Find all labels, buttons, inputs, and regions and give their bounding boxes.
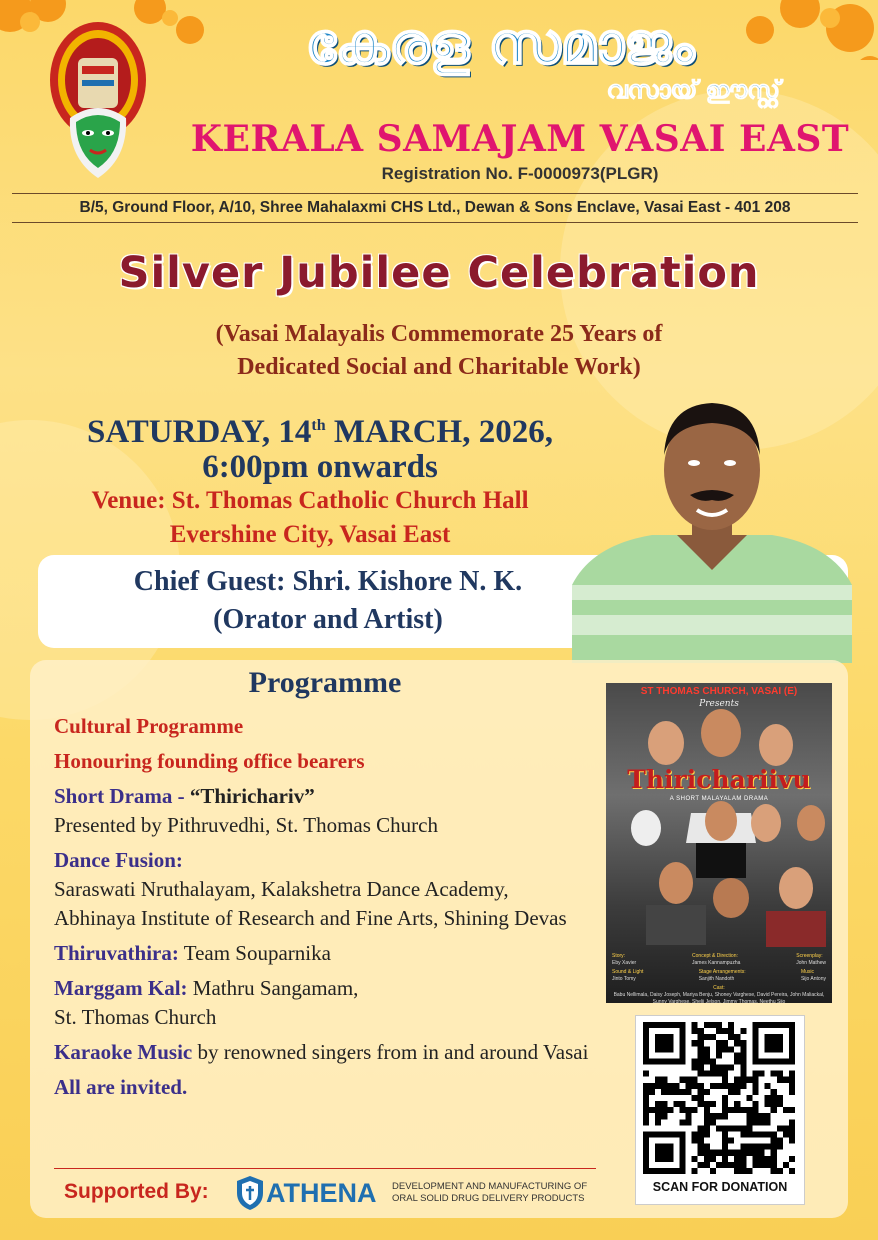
malayalam-title: കേരള സമാജം [305,12,695,77]
credit-label: Screenplay: [796,953,823,959]
divider [54,1168,596,1169]
event-subtitle-line: Dedicated Social and Charitable Work) [237,354,641,380]
event-date [40,408,600,485]
date-rest: MARCH, 2026, [325,414,553,450]
supported-by-label: Supported By: [64,1180,209,1203]
thiruvathira-label: Thiruvathira: [54,941,179,965]
chief-guest [38,563,618,639]
donation-label: SCAN FOR DONATION [652,1180,788,1194]
credit-label: Story: [612,953,626,959]
drama-description: Presented by Pithruvedhi, St. Thomas Church [54,813,438,837]
credit-value: Eby Xavier [612,960,637,966]
chief-guest-name: Chief Guest: Shri. Kishore N. K. [133,566,523,597]
credit-value: James Kannampuzha [692,960,741,966]
programme-item [54,939,594,968]
sponsor-name: ATHENA [266,1178,377,1208]
programme-item [54,1038,594,1067]
chief-guest-role: (Orator and Artist) [213,604,443,635]
credit-value: Sijo Antony [800,976,826,982]
invitation-text: All are invited. [54,1075,188,1099]
thiruvathira-description: Team Souparnika [178,941,331,965]
sponsor-tagline: DEVELOPMENT AND MANUFACTURING OF ORAL SOLID DRUG DELIVERY PRODUCTS [392,1181,588,1204]
malayalam-title-block [160,14,840,114]
date-prefix: SATURDAY, 14 [87,414,312,450]
programme-list [54,712,594,1108]
registration-number: Registration No. F-0000973(PLGR) [381,164,659,183]
poster-subtitle: A SHORT MALAYALAM DRAMA [669,796,769,802]
credit-label: Music [800,969,815,975]
event-subtitle-line: (Vasai Malayalis Commemorate 25 Years of [215,321,663,347]
credit-label: Concept & Direction: [692,953,738,959]
karaoke-description: by renowned singers from in and around Vasai [192,1040,589,1064]
poster-title: Thirichariivu [627,765,811,794]
credit-label: Sound & Light [612,969,644,975]
programme-item [54,974,594,1032]
venue [30,484,590,552]
malayalam-subtitle: വസായ് ഈസ്റ്റ് [606,76,780,104]
poster-presents: Presents [699,699,739,709]
programme-item: Cultural Programme [54,714,244,738]
kathakali-logo [48,18,148,183]
drama-separator: - [172,784,190,808]
credit-value: Jinto Tomy [612,976,636,982]
event-time: 6:00pm onwards [202,449,438,485]
programme-item [54,846,594,933]
event-title: Silver Jubilee Celebration [118,248,760,298]
credit-label: Cast: [713,985,725,991]
date-suffix-sup: th [311,417,326,434]
credit-label: Stage Arrangements: [698,969,746,975]
poster-credits [612,953,826,1003]
athena-shield-icon [236,1175,264,1211]
programme-heading: Programme [248,666,402,699]
donation-qr-code[interactable] [643,1022,795,1174]
dance-description: Saraswati Nruthalayam, Kalakshetra Dance Academy, Abhinaya Institute of Research and Fine Arts, Shining Devas [54,877,567,930]
credit-value: John Mathew [796,960,826,966]
drama-poster [606,683,832,1003]
marggam-description: Mathru Sangamam, [187,976,359,1000]
credit-value: Babu Nellimala, Daisy Joseph, Mariya Benju, Shoney Varghese, David Pereira, John Maliackal, Sunny Varghese, Shelji Jelson, Jimmy Thomas, Neethu Sijo [613,992,825,1003]
programme-item [54,782,594,840]
marggam-label: Marggam Kal: [54,976,188,1000]
venue-line: Venue: St. Thomas Catholic Church Hall [91,487,529,514]
drama-label: Short Drama [54,784,173,808]
dance-label: Dance Fusion: [54,848,183,872]
marggam-description-line: St. Thomas Church [54,1005,217,1029]
drama-title: “Thirichariv” [189,784,315,808]
karaoke-label: Karaoke Music [54,1040,193,1064]
programme-item: Honouring founding office bearers [54,749,365,773]
event-subtitle [0,318,878,384]
organization-name: KERALA SAMAJAM VASAI EAST [190,118,850,160]
credit-value: Sanjith Nandoth [698,976,735,982]
poster-church: ST THOMAS CHURCH, VASAI (E) [640,686,798,697]
address: B/5, Ground Floor, A/10, Shree Mahalaxmi CHS Ltd., Dewan & Sons Enclave, Vasai East - 401 208 [12,193,858,223]
venue-line: Evershine City, Vasai East [169,521,451,548]
